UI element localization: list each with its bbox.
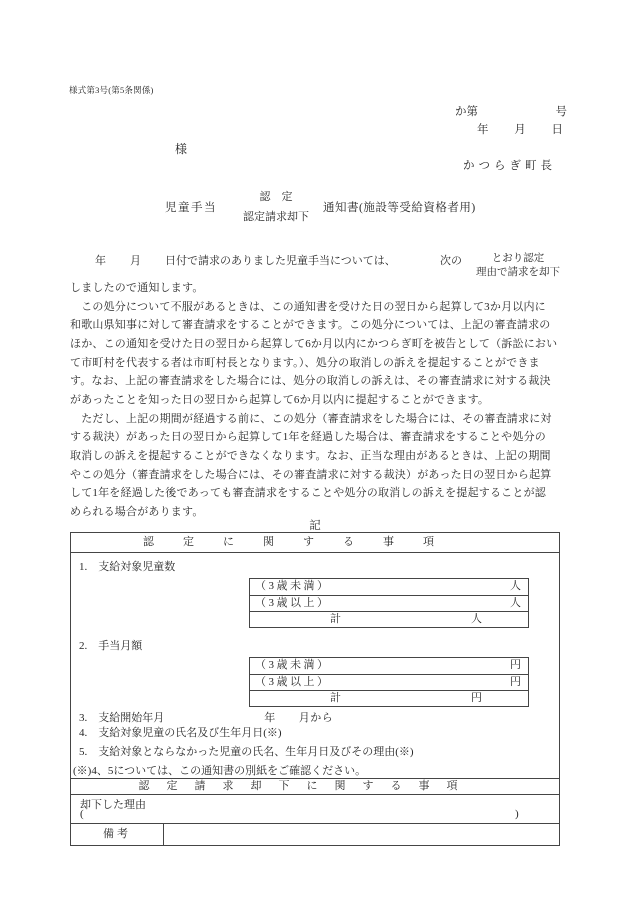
count-total-unit: 人: [471, 613, 482, 625]
intro-option-approval: とおり認定: [491, 253, 545, 264]
date-line: [477, 121, 563, 137]
addressee-suffix: 様: [175, 142, 188, 156]
table-row-total: [250, 611, 528, 627]
table-row: [250, 595, 528, 611]
monthly-amount-table: [249, 657, 529, 707]
item1-label: 1. 支給対象児童数: [79, 561, 176, 573]
ki-label: 記: [309, 520, 321, 532]
remarks-value: [164, 824, 559, 845]
paren-open: (: [80, 808, 84, 820]
date-day-label: 日: [551, 124, 563, 136]
title-prefix: 児童手当: [165, 202, 217, 214]
amount-total-unit: 円: [471, 692, 482, 704]
title-suffix: 通知書(施設等受給資格者用): [323, 202, 476, 214]
item3-label: 3. 支給開始年月: [79, 712, 165, 724]
item4-label: 4. 支給対象児童の氏名及び生年月日(※): [79, 727, 282, 739]
document-number-line: [455, 103, 567, 119]
paren-close: ): [515, 808, 519, 820]
notice-table: [70, 532, 560, 846]
intro-next-label: 次の: [440, 255, 462, 267]
rejection-reason-row: [71, 795, 559, 824]
date-year-label: 年: [477, 124, 489, 136]
child-count-table: [249, 578, 529, 628]
title-stacked-options: [243, 187, 309, 227]
deadline-paragraph: ただし、上記の期間が経過する前に、この処分（審査請求をした場合には、その審査請求に対 する裁決）があった日の翌日から起算して1年を経過した場合は、審査請求をすることや処分の 取消しの訴えを提起することができなくなります。なお、正当な理由があるときは、上記の期間 やこの処分（審査請求をした場合には、その審査請求に対する裁決）があった日の翌日から起算 して1年を経過した後であっても審査請求をすることや処分の取消しの訴えを提起することが認 められる場合があります。: [70, 412, 552, 518]
count-total-label: 計: [330, 613, 341, 625]
date-month-label: 月: [514, 124, 526, 136]
form-number: 様式第3号(第5条関係): [69, 85, 154, 95]
count-under3-label: （3歳未満）: [255, 580, 331, 592]
intro-option-rejection: 理由で請求を却下: [476, 266, 560, 278]
title-option-approval: 認 定: [259, 191, 293, 203]
intro-line: [70, 245, 570, 278]
appeal-paragraph: この処分について不服があるときは、この通知書を受けた日の翌日から起算して3か月以内に 和歌山県知事に対して審査請求をすることができます。この処分については、上記の審査請求の ほか、この通知を受けた日の翌日から起算して6か月以内にかつらぎ町を被告として（訴訟におい て市町村を代表する者は市町村長となります。）、処分の取消しの訴えを提起することができま す。なお、上記の審査請求をした場合には、処分の取消しの訴えは、その審査請求に対する裁決 があったことを知った日の翌日から起算して6か月以内に提起することができます。: [70, 300, 558, 406]
count-under3-unit: 人: [510, 580, 521, 592]
count-over3-label: （3歳以上）: [255, 597, 331, 609]
table-row: [250, 579, 528, 595]
amount-under3-label: （3歳未満）: [255, 659, 331, 671]
body-text: [70, 279, 570, 522]
item5-label: 5. 支給対象とならなかった児童の氏名、生年月日及びその理由(※): [79, 746, 414, 758]
rejection-reason-label: 却下した理由: [80, 799, 146, 811]
intro-year-label: 年: [95, 255, 106, 267]
sender-name: かつらぎ町長: [463, 160, 556, 172]
count-over3-unit: 人: [510, 597, 521, 609]
remarks-row: [71, 824, 559, 845]
section2-header: 認定請求却下に関する事項: [71, 778, 559, 795]
amount-total-label: 計: [330, 692, 341, 704]
amount-under3-unit: 円: [510, 659, 521, 671]
table-row: [250, 658, 528, 674]
doc-number-prefix: か第: [455, 106, 478, 118]
item3-row: [79, 709, 333, 725]
footnote-text: (※)4、5については、この通知書の別紙をご確認ください。: [73, 765, 367, 777]
item3-value: 年 月から: [264, 712, 334, 724]
intro-body-text: 日付で請求のありました児童手当については、: [165, 255, 396, 267]
title-option-rejection: 認定請求却下: [243, 211, 309, 223]
item2-label: 2. 手当月額: [79, 640, 143, 652]
amount-over3-label: （3歳以上）: [255, 676, 331, 688]
doc-number-unit: 号: [555, 106, 567, 118]
document-title: [165, 187, 476, 227]
intro-closing-line: しましたので通知します。: [70, 282, 204, 294]
intro-stacked-options: [464, 252, 572, 279]
table-row: [250, 674, 528, 690]
intro-month-label: 月: [130, 255, 141, 267]
section1-header: 認定に関する事項: [71, 533, 559, 553]
amount-over3-unit: 円: [510, 676, 521, 688]
table-row-total: [250, 690, 528, 706]
section1-body: [71, 553, 559, 778]
remarks-label: 備考: [71, 824, 164, 845]
